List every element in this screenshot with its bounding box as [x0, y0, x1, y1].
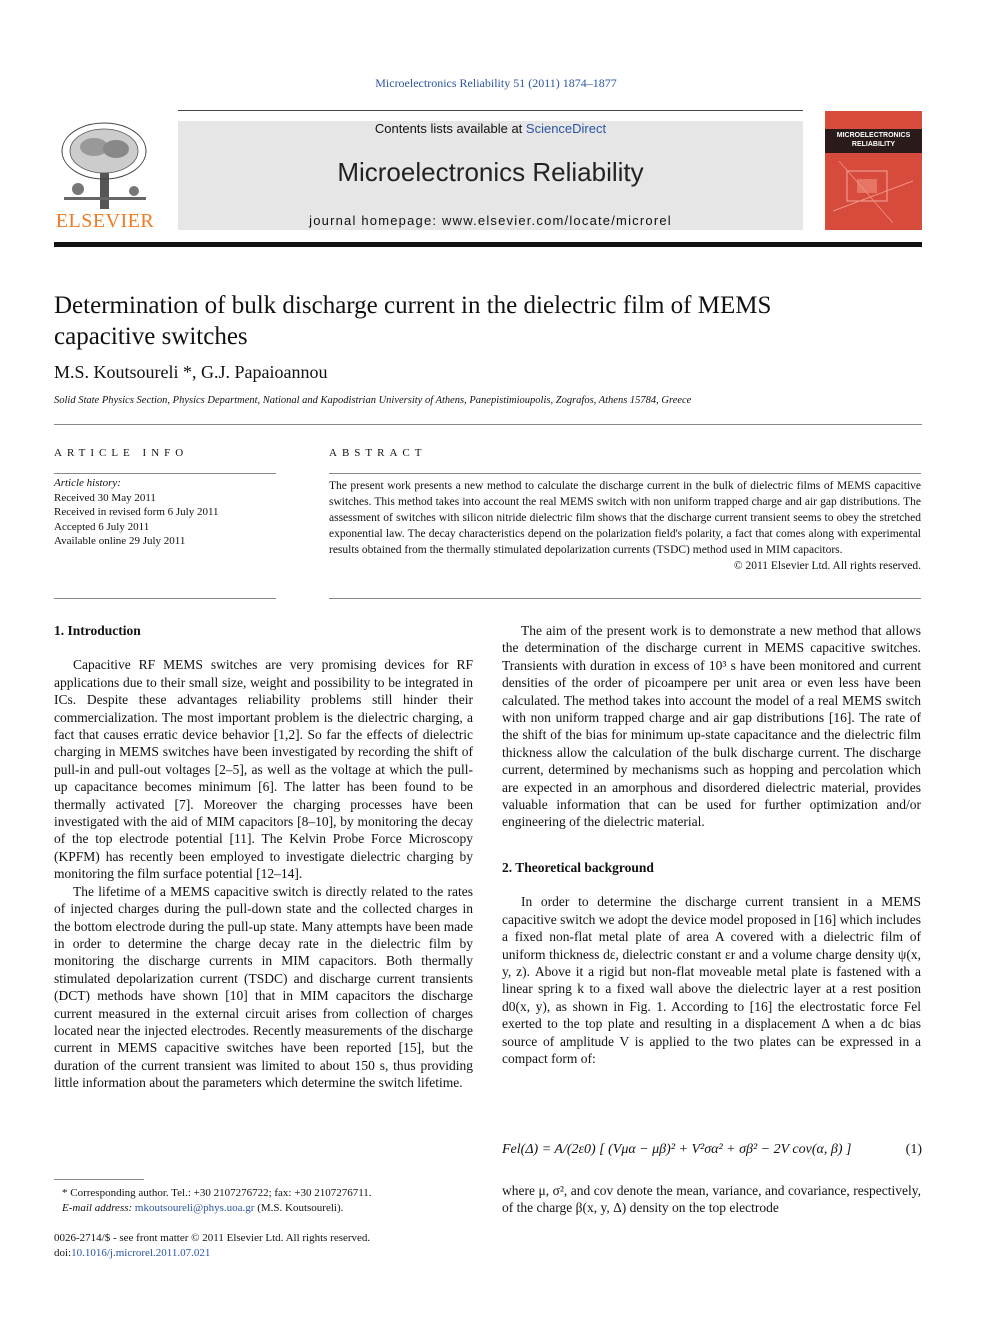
- footnote-rule: [54, 1179, 144, 1180]
- doi-link[interactable]: 10.1016/j.microrel.2011.07.021: [71, 1246, 211, 1259]
- abstract-rule-bottom: [329, 598, 921, 599]
- journal-title: Microelectronics Reliability: [337, 157, 644, 187]
- online-date: Available online 29 July 2011: [54, 535, 186, 547]
- article-title: Determination of bulk discharge current in the dielectric film of MEMS capacitive switches: [54, 292, 772, 350]
- header-rule: [178, 110, 803, 111]
- intro-heading: 1. Introduction: [54, 623, 141, 638]
- aim-paragraph: The aim of the present work is to demonstrate a new method that allows the determination of the discharge current in MEMS capacitive switches. Transients with duration in excess of 10³ s have been monitored and current densities of the order of picoampere per unit area or even less have been calculated. The method takes into account the model of a real MEMS switch with non uniform trapped charge and air gap distributions [16]. The rate of the shift of the bias for minimum up-state capacitance and the dielectric film thickness allow the calculation of the bulk discharge current. The discharge current, determined by mechanisms such as hopping and percolation which are expected in an amorphous and disordered dielectric material, provides valuable information that can be used for further optimization and/or engineering of the dielectric material.: [502, 623, 921, 830]
- info-rule-bottom: [54, 598, 276, 599]
- equation-1: [502, 1130, 922, 1170]
- front-matter: [54, 1231, 474, 1260]
- intro-paragraph-2: The lifetime of a MEMS capacitive switch is directly related to the rates of injected charges during the pull-down state and the collected charges in the bottom electrode during the pull-up state. Many attempts have been made in order to determine the charge decay rate in the dielectric film by monitoring the discharge currents in MIM capacitors. Both thermally stimulated depolarization current (TSDC) and discharge current transients (DCT) methods have shown [10] that in MIM capacitors the discharge current measured in the external circuit arises from collection of charges located near the injected electrodes. Recently measurements of the discharge current in MEMS capacitive switches have been reported [15], but the duration of the current transient was limited to about 150 s, thus providing little information about the parameters which determine the switch lifetime.: [54, 883, 473, 1091]
- contents-line: Contents lists available at ScienceDirect: [374, 121, 607, 136]
- abstract-text: The present work presents a new method to calculate the discharge current in the bulk of dielectric films of MEMS capacitive switches. This method takes into account the real MEMS switch with non uniform trapped charge and air gap distributions. The assessment of switches with silicon nitride dielectric film shows that the discharge current transient seems to obey the stretched exponential law. The decay characteristics depend on the polarization field's polarity, a fact that comes along with experimental results obtained from the thermally stimulated depolarization currents (TSDC) method used in MIM capacitors.: [329, 480, 921, 556]
- journal-homepage[interactable]: journal homepage: www.elsevier.com/locate/microrel: [309, 213, 672, 228]
- journal-cover: [825, 111, 922, 230]
- issn-line: 0026-2714/$ - see front matter © 2011 Elsevier Ltd. All rights reserved.: [54, 1232, 371, 1244]
- revised-date: Received in revised form 6 July 2011: [54, 506, 219, 518]
- left-column: [54, 622, 473, 1092]
- equation-number: (1): [905, 1142, 922, 1157]
- theory-heading: 2. Theoretical background: [502, 859, 654, 875]
- history-label: Article history:: [54, 477, 121, 489]
- abstract-copyright: © 2011 Elsevier Ltd. All rights reserved.: [733, 560, 921, 572]
- corresponding-author: * Corresponding author. Tel.: +30 2107276722; fax: +30 2107276711.: [62, 1187, 372, 1199]
- right-column: [502, 622, 921, 1067]
- abstract-body: [329, 478, 921, 574]
- email-line: E-mail address: mkoutsoureli@phys.uoa.gr (M.S. Koutsoureli).: [62, 1201, 344, 1214]
- publisher-wordmark: ELSEVIER: [55, 210, 155, 232]
- info-rule-top: [54, 473, 276, 474]
- journal-banner: [178, 121, 803, 230]
- article-authors: M.S. Koutsoureli *, G.J. Papaioannou: [54, 362, 328, 382]
- intro-paragraph-1: Capacitive RF MEMS switches are very promising devices for RF applications due to their small size, weight and possibility to be integrated in ICs. Despite these advantages reliability problems still hinder their commercialization. The most important problem is the dielectric charging, a fact that causes erratic device behavior [1,2]. So far the effects of dielectric charging in MEMS switches have been investigated by recording the shift of pull-in and pull-out voltages [2–5], as well as the voltage at which the pull-up capacitance becomes minimum [6]. The latter has been found to be thermally activated [7]. Moreover the charging processes have been investigated with the aid of MIM capacitors [8–10], by monitoring the decay of the top electrode potential [11]. The Kelvin Probe Force Microscopy (KPFM) has recently been employed to investigate dielectric charging by monitoring the film surface potential [12–14].: [54, 657, 473, 882]
- article-history: [54, 476, 276, 549]
- footnotes: [62, 1186, 472, 1215]
- equation-body: Fel(Δ) = A/(2ε0) [ (Vμα − μβ)² + V²σα² + σβ² − 2V cov(α, β) ]: [502, 1142, 852, 1157]
- doi-line: doi:10.1016/j.microrel.2011.07.021: [54, 1246, 211, 1259]
- email-link[interactable]: mkoutsoureli@phys.uoa.gr: [134, 1201, 255, 1214]
- right-column-continued: [502, 1182, 921, 1217]
- section-rule: [54, 424, 922, 425]
- header-thick-rule: [54, 242, 922, 247]
- theory-paragraph-2: where μ, σ², and cov denote the mean, variance, and covariance, respectively, of the charge β(x, y, Δ) density on the top electrode: [502, 1183, 921, 1216]
- sciencedirect-link[interactable]: ScienceDirect: [525, 121, 607, 136]
- received-date: Received 30 May 2011: [54, 491, 156, 504]
- journal-reference[interactable]: Microelectronics Reliability 51 (2011) 1874–1877: [375, 76, 617, 90]
- abstract-rule-top: [329, 473, 921, 474]
- accepted-date: Accepted 6 July 2011: [54, 520, 150, 533]
- cover-title: MICROELECTRONICS RELIABILITY: [836, 132, 911, 148]
- abstract-heading: ABSTRACT: [329, 447, 427, 459]
- author-affiliation: Solid State Physics Section, Physics Department, National and Kapodistrian University of Athens, Panepistimioupolis, Zografos, Athens 15784, Greece: [54, 395, 692, 406]
- article-info-heading: ARTICLE INFO: [54, 447, 189, 459]
- theory-paragraph-1: In order to determine the discharge current transient in a MEMS capacitive switch we adopt the device model proposed in [16] which includes a fixed non-flat metal plate of area A covered with a dielectric film of uniform thickness dε, dielectric constant εr and a volume charge density ψ(x, y, z). Above it a rigid but non-flat moveable metal plate is fastened with a linear spring k to a fixed wall above the dielectric layer at a rest position d0(x, y), as shown in Fig. 1. According to [16] the electrostatic force Fel exerted to the top plate and resulting in a displacement Δ when a dc bias source of amplitude V is applied to the two plates can be expressed in a compact form of:: [502, 894, 921, 1066]
